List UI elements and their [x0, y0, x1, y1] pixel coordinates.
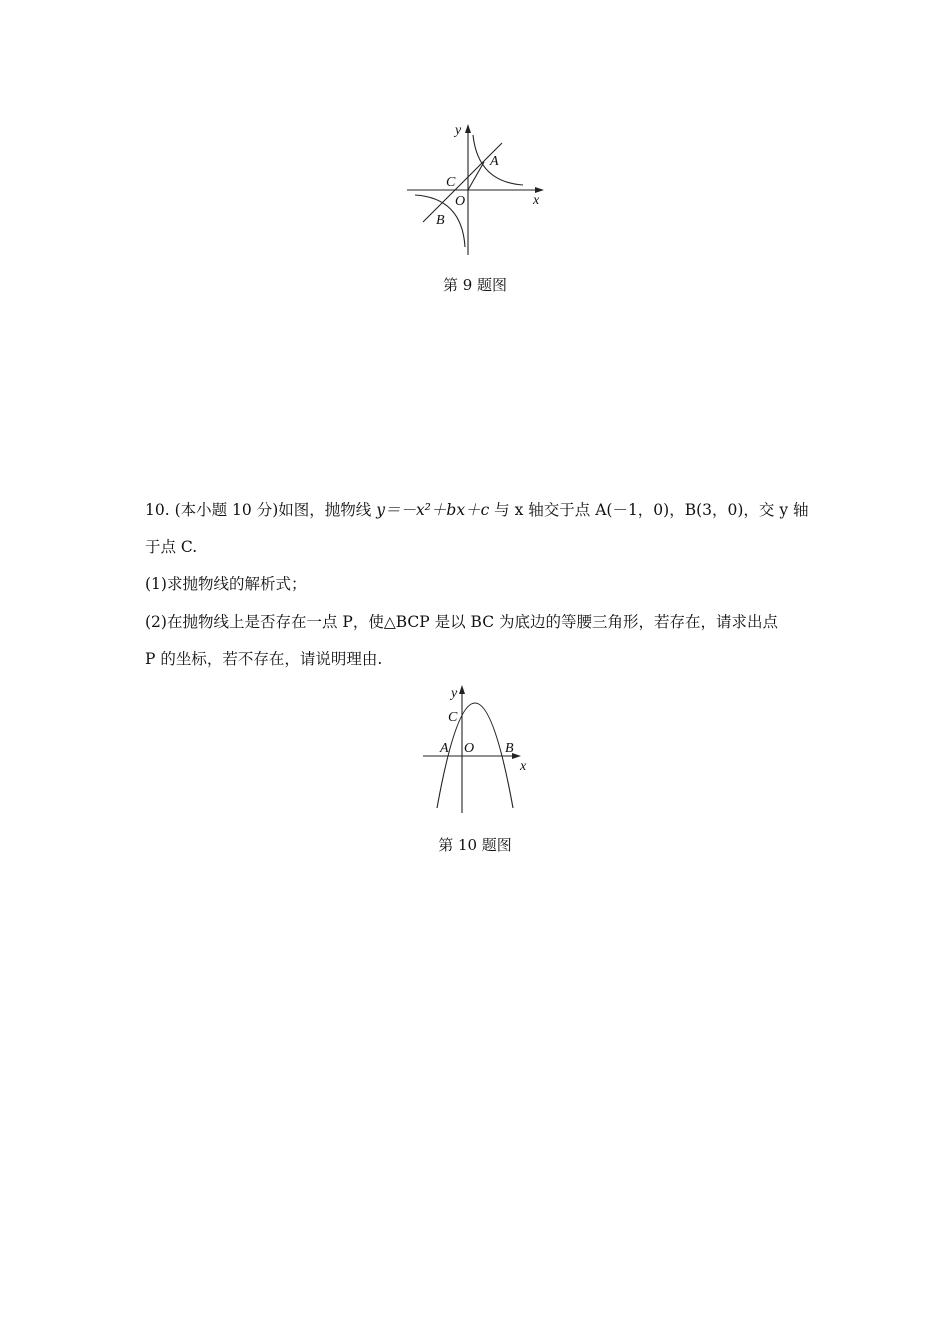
figure-9 [407, 123, 544, 255]
label-y: y [455, 123, 462, 138]
question-10-part-1: (1)求抛物线的解析式； [145, 575, 307, 593]
label-a: A [440, 741, 449, 756]
question-10-suffix: 与 x 轴交于点 A(－1，0)，B(3，0)，交 y 轴 [489, 501, 809, 519]
label-y: y [451, 686, 458, 701]
question-10-part-2-line-1: (2)在抛物线上是否存在一点 P，使△BCP 是以 BC 为底边的等腰三角形，若存在，请求出点 [145, 613, 779, 631]
question-10-line-1 [145, 498, 809, 520]
label-o: O [464, 741, 475, 756]
question-10-line-2: 于点 C. [145, 538, 198, 556]
label-c: C [446, 175, 456, 190]
label-o: O [455, 194, 466, 209]
segment-oa [468, 162, 484, 190]
figure-10-caption: 第 10 题图 [438, 836, 512, 854]
label-x: x [520, 759, 527, 774]
question-10-part-2-line-2: P 的坐标，若不存在，请说明理由. [145, 650, 383, 668]
label-c: C [448, 710, 458, 725]
figure-9-caption: 第 9 题图 [442, 276, 508, 294]
label-a: A [490, 154, 499, 169]
label-b: B [436, 213, 445, 228]
figure-10 [423, 685, 527, 813]
label-b: B [505, 741, 514, 756]
question-10-prefix: 10. (本小题 10 分)如图，抛物线 [145, 501, 377, 519]
label-x: x [533, 193, 540, 208]
y-axis-arrow [459, 685, 465, 694]
parabola-equation: y＝－x²＋bx＋c [376, 501, 490, 519]
y-axis-arrow [465, 124, 471, 133]
